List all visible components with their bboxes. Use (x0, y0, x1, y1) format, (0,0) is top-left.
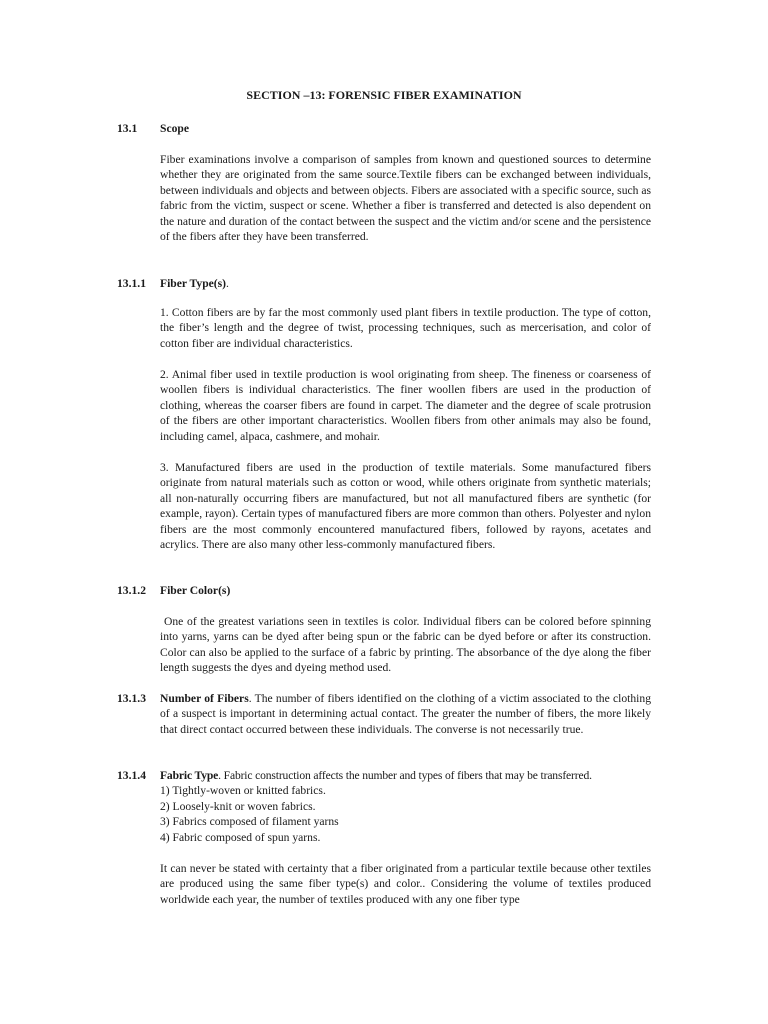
list-item: 1) Tightly-woven or knitted fabrics. (160, 784, 326, 798)
list-item: 3) Fabrics composed of filament yarns (160, 815, 339, 829)
fabric-closing-paragraph: It can never be stated with certainty that a fiber originated from a particular textile because other textiles are produced using the same fiber type(s) and color.. Considering the volume of textiles produced worldwide each year, the number of textiles produced with any one fiber type (160, 862, 651, 906)
list-item: 2) Loosely-knit or woven fabrics. (160, 799, 316, 813)
section-number: 13.1.1 (117, 277, 146, 290)
heading-period: . (226, 277, 229, 290)
fiber-color-paragraph: One of the greatest variations seen in textiles is color. Individual fibers can be colored before spinning into yarns, yarns can be dyed after being spun or the fabric can be dyed before or after its construction. Color can also be applied to the surface of a fabric by printing. The absorbance of the dye along the fiber length suggests the dyes and dyeing method used. (160, 615, 651, 675)
fabric-type-list (160, 783, 651, 845)
section-number: 13.1.2 (117, 584, 146, 597)
scope-paragraph: Fiber examinations involve a comparison of samples from known and questioned sources to determine whether they are originated from the same source.Textile fibers can be exchanged between individuals, between individuals and objects and between objects. Fibers are associated with a specific source, such as fabric from the victim, suspect or scene. Whether a fiber is transferred and detected is also dependent on the nature and duration of the contact between the suspect and the victim and/or scene and the persistence of the fibers after they have been transferred. (160, 153, 651, 244)
section-13-1-1-heading (117, 276, 229, 291)
animal-fiber-paragraph: 2. Animal fiber used in textile production is wool originating from sheep. The fineness or coarseness of woollen fibers is individual characteristics. The finer woollen fibers are used in the production of clothing, whereas the coarser fibers are found in carpet. The diameter and the degree of scale protrusion of the fibers are other important characteristics. Woollen fibers from other animals may also be found, including camel, alpaca, cashmere, and mohair. (160, 368, 651, 443)
section-13-1-3 (117, 691, 651, 737)
section-13-1-heading (117, 121, 189, 136)
cotton-fiber-paragraph: 1. Cotton fibers are by far the most commonly used plant fibers in textile production. The type of cotton, the fiber’s length and the degree of twist, processing techniques, such as mercerisation, and color of cotton fiber are individual characteristics. (160, 306, 651, 350)
section-lead: Number of Fibers (160, 692, 249, 705)
fabric-type-intro: . Fabric construction affects the number and types of fibers that may be transferred. (218, 769, 592, 782)
section-heading-text: Fiber Color(s) (160, 584, 231, 597)
section-lead: Fabric Type (160, 769, 219, 782)
section-number: 13.1.3 (117, 692, 146, 705)
manufactured-fiber-paragraph: 3. Manufactured fibers are used in the production of textile materials. Some manufactured fibers originate from natural materials such as cotton or wood, while others originate from synthetic materials; all non-naturally occurring fibers are manufactured, but not all manufactured fibers are synthetic (for example, rayon). Certain types of manufactured fibers are more common than others. Polyester and nylon fibers are the most commonly encountered manufactured fibers, followed by rayons, acetates and acrylics. There are also many other less-commonly manufactured fibers. (160, 461, 651, 552)
number-of-fibers-paragraph: . The number of fibers identified on the clothing of a victim associated to the clothing of a suspect is important in determining actual contact. The greater the number of fibers, the more likely that direct contact occurred between these individuals. The converse is not necessarily true. (160, 692, 651, 736)
section-number: 13.1.4 (117, 769, 146, 782)
list-item: 4) Fabric composed of spun yarns. (160, 830, 321, 844)
section-13-1-2-heading (117, 583, 230, 598)
page-title: SECTION –13: FORENSIC FIBER EXAMINATION (246, 88, 522, 102)
section-heading-text: Fiber Type(s) (160, 277, 227, 290)
section-number: 13.1 (117, 122, 138, 135)
section-heading-text: Scope (160, 122, 189, 135)
section-13-1-4 (117, 768, 651, 845)
